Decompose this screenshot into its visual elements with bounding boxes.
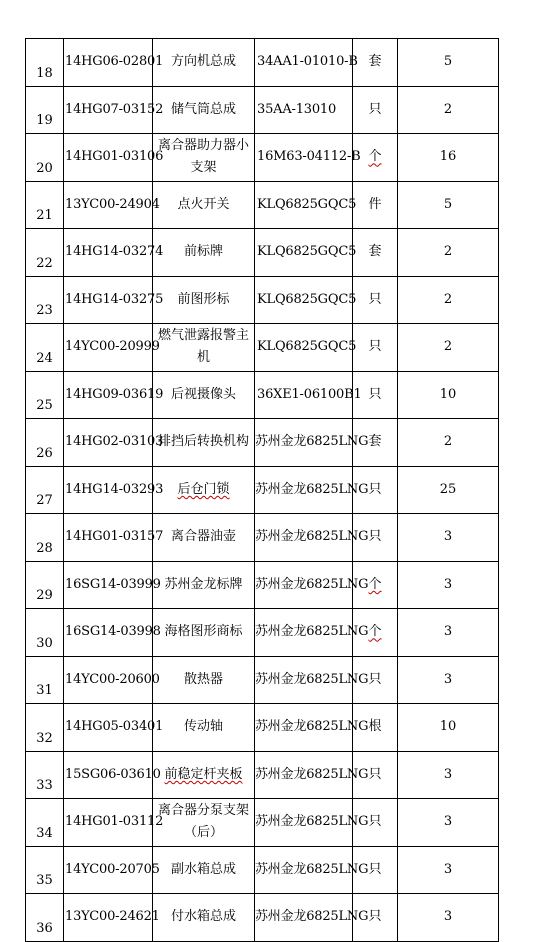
row-number-cell	[26, 86, 64, 134]
part-code-cell	[64, 134, 164, 182]
vehicle-model-text: 苏州金龙6825LNG	[255, 814, 369, 830]
part-code-cell	[64, 704, 164, 752]
unit-text: 根	[368, 719, 382, 735]
quantity-text: 3	[443, 624, 453, 640]
part-code-text: 14HG07-03152	[65, 101, 164, 117]
quantity-cell	[398, 799, 499, 847]
part-name-text: 排挡后转换机构	[157, 434, 249, 450]
quantity-cell	[398, 846, 499, 894]
parts-table	[25, 38, 499, 942]
row-number-cell	[26, 324, 64, 372]
unit-text: 件	[368, 196, 382, 212]
part-name-text: 离合器助力器小支架	[157, 138, 249, 176]
part-name-text: 点火开关	[177, 196, 230, 212]
row-number-cell	[26, 371, 64, 419]
row-number-text: 29	[36, 588, 53, 603]
vehicle-model-text: 苏州金龙6825LNG	[255, 766, 369, 782]
quantity-text: 25	[439, 481, 457, 497]
vehicle-model-text: 16M63-04112-B	[257, 149, 361, 165]
part-code-cell	[64, 229, 164, 277]
vehicle-model-cell	[255, 86, 353, 134]
part-code-cell	[64, 751, 161, 799]
row-number-cell	[26, 419, 64, 467]
part-name-text: 后视摄像头	[170, 386, 236, 402]
unit-text: 只	[368, 909, 382, 925]
part-name-text: 燃气泄露报警主机	[157, 328, 249, 366]
part-name-text: 离合器分泵支架（后）	[157, 803, 249, 841]
part-name-text: 前稳定杆夹板	[164, 766, 243, 782]
vehicle-model-text: 34AA1-01010-B	[257, 54, 358, 70]
part-code-text: 14HG01-03157	[65, 529, 164, 545]
vehicle-model-text: KLQ6825GQC5	[257, 291, 357, 307]
part-name-cell	[153, 371, 255, 419]
part-code-text: 14HG01-03112	[65, 814, 164, 830]
row-number-text: 26	[36, 445, 53, 461]
vehicle-model-cell	[255, 846, 369, 894]
part-name-cell	[153, 751, 255, 799]
vehicle-model-cell	[255, 466, 369, 514]
row-number-text: 28	[36, 540, 53, 556]
row-number-cell	[26, 846, 64, 894]
row-number-cell	[26, 751, 64, 799]
part-name-cell	[153, 894, 255, 942]
unit-text: 只	[368, 529, 382, 545]
quantity-cell	[398, 561, 499, 609]
part-code-cell	[64, 181, 160, 229]
part-name-text: 副水箱总成	[170, 861, 236, 877]
unit-cell	[353, 86, 398, 134]
row-number-text: 31	[36, 683, 53, 698]
vehicle-model-text: KLQ6825GQC5	[257, 196, 357, 212]
vehicle-model-cell	[255, 894, 369, 942]
vehicle-model-text: 35AA-13010	[257, 101, 337, 117]
part-code-cell	[64, 276, 164, 324]
unit-text: 只	[368, 814, 382, 830]
quantity-text: 3	[443, 909, 453, 925]
row-number-cell	[26, 39, 64, 87]
quantity-text: 3	[443, 529, 453, 545]
part-name-text: 储气筒总成	[170, 101, 236, 117]
part-name-text: 苏州金龙标牌	[164, 576, 243, 592]
table-row	[26, 229, 499, 277]
part-name-cell	[153, 514, 255, 562]
table-row	[26, 609, 499, 657]
vehicle-model-text: 苏州金龙6825LNG	[255, 719, 369, 735]
part-name-text: 传动轴	[183, 719, 223, 735]
part-code-cell	[64, 799, 164, 847]
quantity-cell	[398, 656, 499, 704]
vehicle-model-cell	[255, 229, 357, 277]
part-code-text: 14YC00-20705	[65, 861, 160, 877]
row-number-text: 20	[36, 160, 53, 176]
quantity-cell	[398, 134, 499, 182]
vehicle-model-cell	[255, 514, 369, 562]
part-code-text: 16SG14-03998	[65, 624, 161, 640]
unit-text: 只	[368, 766, 382, 782]
vehicle-model-text: KLQ6825GQC5	[257, 244, 357, 260]
quantity-cell	[398, 276, 499, 324]
row-number-text: 25	[36, 398, 53, 413]
table-row	[26, 371, 499, 419]
quantity-cell	[398, 466, 499, 514]
quantity-text: 3	[443, 766, 453, 782]
row-number-cell	[26, 466, 64, 514]
row-number-cell	[26, 609, 64, 657]
row-number-cell	[26, 561, 64, 609]
part-code-text: 14YC00-20600	[65, 671, 160, 687]
unit-text: 只	[368, 291, 382, 307]
table-row	[26, 751, 499, 799]
vehicle-model-text: 苏州金龙6825LNG	[255, 909, 369, 925]
quantity-cell	[398, 514, 499, 562]
quantity-cell	[398, 609, 499, 657]
row-number-text: 35	[36, 873, 53, 888]
vehicle-model-cell	[255, 704, 369, 752]
part-name-text: 前标牌	[183, 244, 223, 260]
part-name-text: 海格图形商标	[164, 624, 243, 640]
part-name-cell	[153, 39, 255, 87]
quantity-text: 3	[443, 576, 453, 592]
row-number-cell	[26, 276, 64, 324]
part-name-cell	[153, 134, 255, 182]
row-number-cell	[26, 134, 64, 182]
part-name-text: 散热器	[183, 671, 223, 687]
row-number-cell	[26, 894, 64, 942]
part-code-cell	[64, 656, 160, 704]
part-code-text: 14HG09-03619	[65, 386, 164, 402]
quantity-text: 3	[443, 814, 453, 830]
unit-text: 个	[368, 576, 382, 592]
vehicle-model-cell	[255, 181, 357, 229]
quantity-text: 10	[439, 386, 457, 402]
part-name-cell	[153, 656, 255, 704]
quantity-cell	[398, 39, 499, 87]
vehicle-model-cell	[255, 324, 357, 372]
vehicle-model-cell	[255, 751, 369, 799]
vehicle-model-cell	[255, 371, 362, 419]
vehicle-model-text: 苏州金龙6825LNG	[255, 576, 369, 592]
quantity-cell	[398, 86, 499, 134]
row-number-text: 34	[36, 825, 53, 841]
row-number-text: 27	[36, 493, 53, 508]
row-number-text: 33	[36, 778, 53, 793]
row-number-cell	[26, 229, 64, 277]
quantity-text: 2	[443, 101, 453, 117]
unit-cell	[353, 324, 398, 372]
vehicle-model-text: 苏州金龙6825LNG	[255, 671, 369, 687]
part-name-text: 付水箱总成	[170, 909, 236, 925]
part-code-cell	[64, 846, 160, 894]
part-name-text: 后仓门锁	[177, 481, 230, 497]
part-name-cell	[153, 704, 255, 752]
table-row	[26, 656, 499, 704]
vehicle-model-cell	[255, 39, 358, 87]
quantity-cell	[398, 371, 499, 419]
part-name-text: 前图形标	[177, 291, 230, 307]
table-row	[26, 39, 499, 87]
part-name-cell	[153, 86, 255, 134]
part-name-cell	[153, 229, 255, 277]
vehicle-model-cell	[255, 609, 369, 657]
part-code-text: 15SG06-03610	[65, 766, 161, 782]
table-row	[26, 276, 499, 324]
vehicle-model-cell	[255, 276, 357, 324]
table-row	[26, 466, 499, 514]
unit-cell	[353, 39, 398, 87]
vehicle-model-text: 苏州金龙6825LNG	[255, 529, 369, 545]
parts-table-body	[26, 39, 499, 942]
unit-text: 只	[368, 671, 382, 687]
part-code-text: 14HG01-03106	[65, 149, 164, 165]
unit-text: 只	[368, 481, 382, 497]
quantity-text: 5	[443, 54, 453, 70]
row-number-text: 18	[36, 65, 53, 81]
row-number-text: 32	[36, 730, 53, 746]
part-code-cell	[64, 609, 161, 657]
table-row	[26, 86, 499, 134]
row-number-text: 21	[36, 208, 53, 223]
vehicle-model-text: 苏州金龙6825LNG	[255, 861, 369, 877]
part-code-text: 16SG14-03999	[65, 576, 161, 592]
unit-text: 只	[368, 386, 382, 402]
part-code-cell	[64, 39, 164, 87]
part-code-cell	[64, 86, 164, 134]
part-code-text: 14HG14-03275	[65, 291, 164, 307]
part-code-cell	[64, 419, 164, 467]
quantity-cell	[398, 181, 499, 229]
unit-cell	[353, 229, 398, 277]
part-name-text: 离合器油壶	[170, 529, 236, 545]
row-number-cell	[26, 514, 64, 562]
quantity-text: 2	[443, 434, 453, 450]
unit-text: 套	[368, 54, 382, 70]
quantity-text: 3	[443, 861, 453, 877]
vehicle-model-text: 苏州金龙6825LNG	[255, 434, 369, 450]
parts-list-sheet	[25, 38, 498, 942]
part-name-cell	[153, 609, 255, 657]
unit-text: 个	[368, 624, 382, 640]
table-row	[26, 704, 499, 752]
part-code-text: 14HG06-02801	[65, 54, 164, 70]
table-row	[26, 514, 499, 562]
quantity-cell	[398, 229, 499, 277]
part-name-cell	[153, 419, 255, 467]
table-row	[26, 419, 499, 467]
part-code-text: 13YC00-24621	[65, 909, 160, 925]
quantity-text: 2	[443, 244, 453, 260]
part-name-cell	[153, 799, 255, 847]
quantity-cell	[398, 324, 499, 372]
vehicle-model-text: KLQ6825GQC5	[257, 339, 357, 355]
vehicle-model-text: 苏州金龙6825LNG	[255, 624, 369, 640]
part-code-cell	[64, 514, 164, 562]
vehicle-model-cell	[255, 561, 369, 609]
quantity-cell	[398, 419, 499, 467]
unit-text: 个	[368, 149, 382, 165]
unit-text: 只	[368, 861, 382, 877]
row-number-cell	[26, 799, 64, 847]
part-name-cell	[153, 561, 255, 609]
unit-text: 套	[368, 434, 382, 450]
quantity-text: 16	[439, 149, 457, 165]
vehicle-model-cell	[255, 799, 369, 847]
part-name-text: 方向机总成	[170, 54, 236, 70]
table-row	[26, 134, 499, 182]
unit-cell	[353, 181, 398, 229]
vehicle-model-text: 36XE1-06100B1	[257, 386, 362, 402]
quantity-cell	[398, 751, 499, 799]
part-name-cell	[153, 276, 255, 324]
quantity-text: 2	[443, 291, 453, 307]
row-number-text: 19	[36, 113, 53, 128]
part-code-text: 14YC00-20999	[65, 339, 160, 355]
part-name-cell	[153, 181, 255, 229]
row-number-text: 22	[36, 255, 53, 271]
row-number-cell	[26, 656, 64, 704]
part-code-text: 14HG05-03401	[65, 719, 164, 735]
row-number-cell	[26, 181, 64, 229]
quantity-text: 5	[443, 196, 453, 212]
table-row	[26, 799, 499, 847]
row-number-cell	[26, 704, 64, 752]
unit-text: 只	[368, 339, 382, 355]
table-row	[26, 181, 499, 229]
part-code-text: 14HG14-03293	[65, 481, 164, 497]
part-code-text: 13YC00-24904	[65, 196, 160, 212]
table-row	[26, 561, 499, 609]
part-code-cell	[64, 371, 164, 419]
quantity-text: 2	[443, 339, 453, 355]
unit-cell	[353, 276, 398, 324]
part-name-cell	[153, 846, 255, 894]
quantity-text: 3	[443, 671, 453, 687]
vehicle-model-cell	[255, 656, 369, 704]
vehicle-model-cell	[255, 134, 361, 182]
table-row	[26, 324, 499, 372]
part-code-text: 14HG14-03274	[65, 244, 164, 260]
part-code-text: 14HG02-03103	[65, 434, 164, 450]
table-row	[26, 846, 499, 894]
unit-text: 只	[368, 101, 382, 117]
part-code-cell	[64, 466, 164, 514]
part-code-cell	[64, 561, 161, 609]
vehicle-model-cell	[255, 419, 369, 467]
part-name-cell	[153, 466, 255, 514]
row-number-text: 23	[36, 303, 53, 318]
unit-text: 套	[368, 244, 382, 260]
quantity-cell	[398, 894, 499, 942]
quantity-text: 10	[439, 719, 457, 735]
part-name-cell	[153, 324, 255, 372]
part-code-cell	[64, 894, 160, 942]
table-row	[26, 894, 499, 942]
vehicle-model-text: 苏州金龙6825LNG	[255, 481, 369, 497]
quantity-cell	[398, 704, 499, 752]
row-number-text: 30	[36, 635, 53, 651]
part-code-cell	[64, 324, 160, 372]
row-number-text: 36	[36, 920, 53, 936]
row-number-text: 24	[36, 350, 53, 366]
